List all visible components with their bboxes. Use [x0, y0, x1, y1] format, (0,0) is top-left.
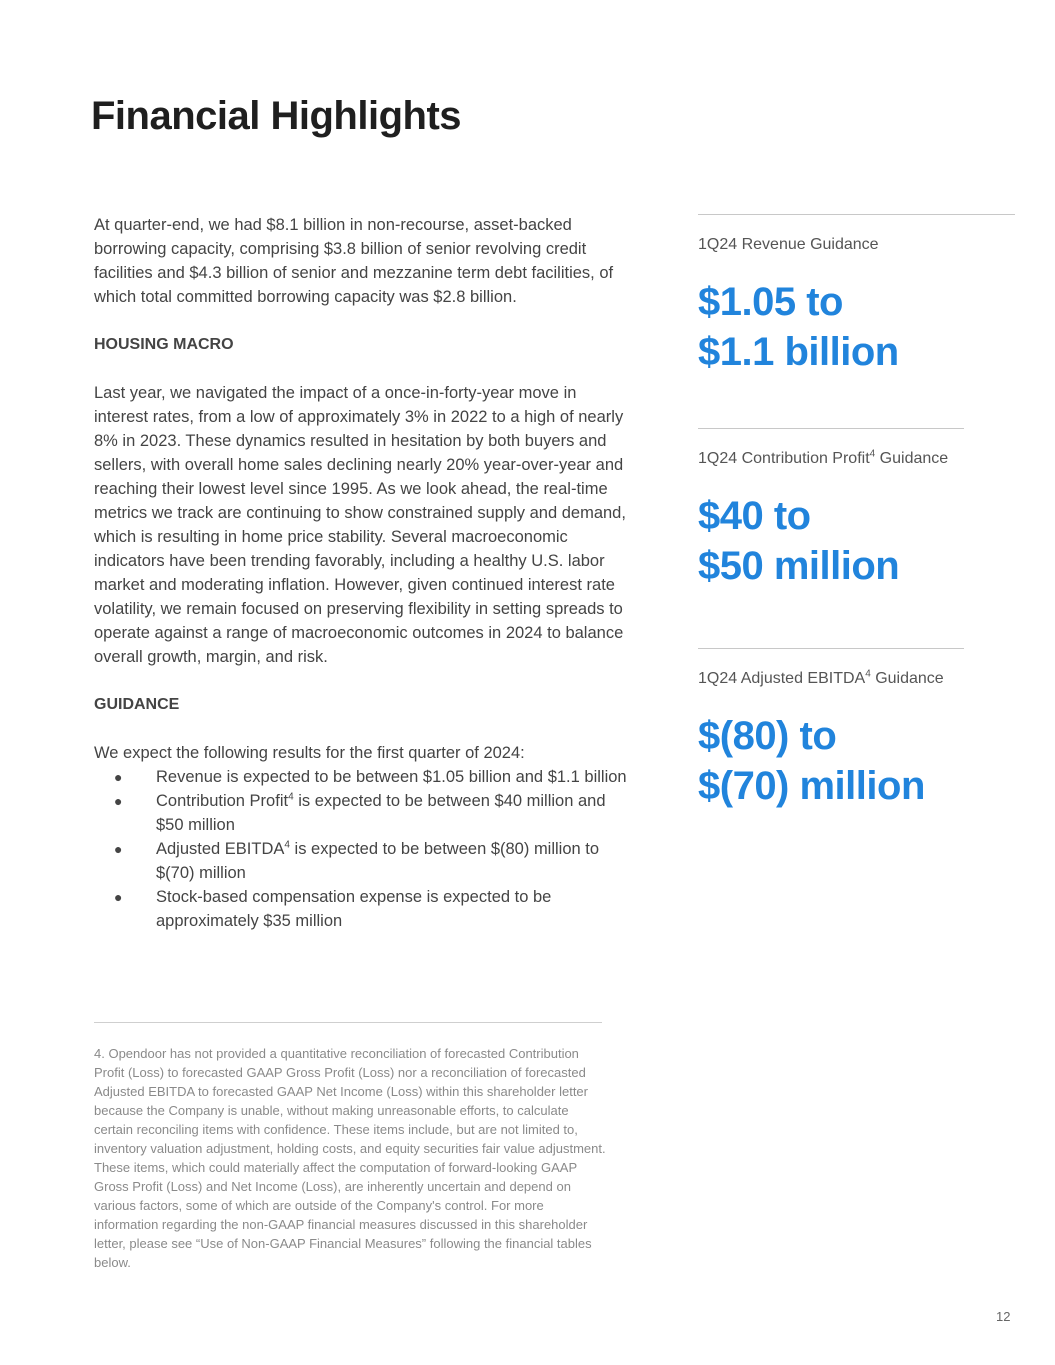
divider — [698, 214, 1015, 215]
contribution-guidance-block — [698, 428, 1018, 591]
page-number: 12 — [996, 1309, 1011, 1324]
list-item — [94, 789, 634, 837]
divider — [698, 648, 964, 649]
footnote-ref: 4 — [284, 839, 290, 851]
revenue-guidance-label: 1Q24 Revenue Guidance — [698, 236, 879, 253]
bullet-icon: ● — [114, 793, 123, 809]
ebitda-guidance-label — [698, 669, 1018, 689]
body-column — [94, 213, 634, 933]
value-line: $(80) to — [698, 714, 837, 758]
value-line: $50 million — [698, 544, 900, 588]
page-title: Financial Highlights — [91, 94, 462, 138]
ebitda-guidance-value — [698, 711, 1018, 811]
housing-macro-heading: HOUSING MACRO — [94, 336, 234, 353]
footnote-ref: 4 — [869, 448, 876, 460]
bullet-text: is expected to be between $40 million and $50 million — [156, 792, 606, 834]
footnote: 4. Opendoor has not provided a quantitative reconciliation of forecasted Contribution Profit (Loss) to forecasted GAAP Gross Profit (Loss) nor a reconciliation of forecasted Adjusted EBITDA to forecasted GAAP Net Income (Loss) within this shareholder letter because the Company is unable, without making unreasonable efforts, to calculate certain reconciling items with confidence. These items include, but are not limited to, inventory valuation adjustment, holding costs, and equity securities fair value adjustment. These items, which could materially affect the computation of forward-looking GAAP Gross Profit (Loss) and Net Income (Loss), are inherently uncertain and depend on various factors, some of which are outside of the Company's control. For more information regarding the non-GAAP financial measures discussed in this shareholder letter, please see “Use of Non-GAAP Financial Measures” following the financial tables below. — [94, 1046, 606, 1270]
list-item — [94, 765, 634, 789]
footnote-divider — [94, 1022, 602, 1023]
bullet-text: Contribution Profit — [156, 792, 289, 810]
housing-macro-paragraph: Last year, we navigated the impact of a once-in-forty-year move in interest rates, from a low of approximately 3% in 2022 to a high of nearly 8% in 2023. These dynamics resulted in hesitation by both buyers and sellers, with overall home sales declining nearly 20% year-over-year and reaching their lowest level since 1995. As we look ahead, the real-time metrics we track are continuing to show constrained supply and demand, which is resulting in home price stability. Several macroeconomic indicators have been trending favorably, including a healthy U.S. labor market and moderating inflation. However, given continued interest rate volatility, we remain focused on preserving flexibility in setting spreads to operate against a range of macroeconomic outcomes in 2024 to balance overall growth, margin, and risk. — [94, 384, 626, 666]
value-line: $1.05 to — [698, 280, 843, 324]
list-item — [94, 885, 634, 933]
bullet-text: is expected to be between $(80) million to $(70) million — [156, 840, 600, 882]
intro-paragraph: At quarter-end, we had $8.1 billion in non-recourse, asset-backed borrowing capacity, comprising $3.8 billion of senior revolving credit facilities and $4.3 billion of senior and mezzanine term debt facilities, of which total committed borrowing capacity was $2.8 billion. — [94, 216, 614, 306]
value-line: $1.1 billion — [698, 330, 899, 374]
bullet-text: Stock-based compensation expense is expected to be approximately $35 million — [156, 888, 552, 930]
guidance-intro: We expect the following results for the first quarter of 2024: — [94, 744, 525, 762]
value-line: $40 to — [698, 494, 811, 538]
bullet-icon: ● — [114, 889, 123, 905]
bullet-icon: ● — [114, 769, 123, 785]
contribution-guidance-value — [698, 491, 1018, 591]
bullet-text: Adjusted EBITDA — [156, 840, 285, 858]
label-text: Guidance — [875, 450, 949, 467]
footnote-ref: 4 — [288, 791, 294, 803]
bullet-text: Revenue is expected to be between $1.05 billion and $1.1 billion — [156, 768, 627, 786]
label-text: 1Q24 Contribution Profit — [698, 450, 870, 467]
label-text: Guidance — [870, 670, 944, 687]
revenue-guidance-value — [698, 277, 1018, 377]
bullet-icon: ● — [114, 841, 123, 857]
guidance-list — [94, 765, 634, 933]
revenue-guidance-block — [698, 214, 1018, 377]
value-line: $(70) million — [698, 764, 925, 808]
contribution-guidance-label — [698, 449, 1018, 469]
ebitda-guidance-block — [698, 648, 1018, 811]
guidance-heading: GUIDANCE — [94, 696, 180, 713]
divider — [698, 428, 964, 429]
label-text: 1Q24 Adjusted EBITDA — [698, 670, 866, 687]
list-item — [94, 837, 634, 885]
footnote-ref: 4 — [865, 668, 871, 680]
